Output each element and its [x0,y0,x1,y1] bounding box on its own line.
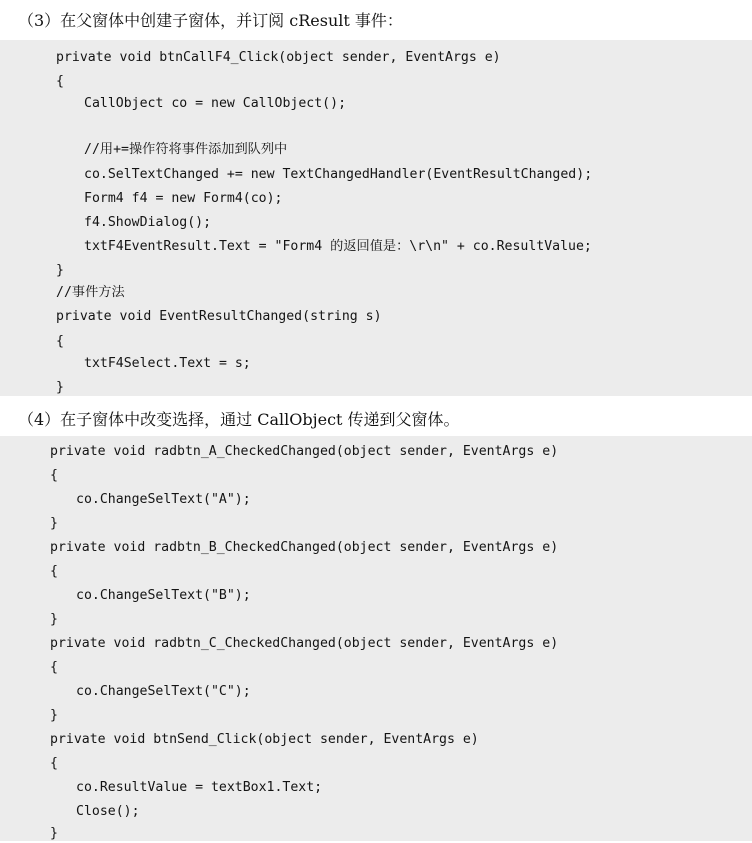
code-line: co.SelTextChanged += new TextChangedHandler(EventResultChanged); [84,167,593,182]
code-line: //事件方法 [56,285,125,300]
code-line: { [50,756,58,771]
code-line: { [50,468,58,483]
code-line: } [50,708,58,723]
code-line: private void EventResultChanged(string s) [56,309,382,324]
code-line: } [50,516,58,531]
section-4-heading: （4）在子窗体中改变选择，通过 CallObject 传递到父窗体。 [18,410,460,429]
code-line: Form4 f4 = new Form4(co); [84,191,283,206]
code-line: f4.ShowDialog(); [84,215,212,230]
code-line: } [50,612,58,627]
code-line: { [50,564,58,579]
code-line: txtF4Select.Text = s; [84,356,251,371]
code-line: private void btnCallF4_Click(object sender, EventArgs e) [56,50,501,65]
code-line: private void radbtn_A_CheckedChanged(object sender, EventArgs e) [50,444,559,459]
code-line: { [56,74,64,89]
code-line: } [56,380,64,395]
code-line: txtF4EventResult.Text = "Form4 的返回值是：\r\n" + co.ResultValue; [84,239,592,254]
code-line: co.ChangeSelText("B"); [76,588,251,603]
section-3-heading: （3）在父窗体中创建子窗体，并订阅 cResult 事件： [18,11,403,30]
code-line: private void btnSend_Click(object sender, EventArgs e) [50,732,479,747]
code-line: co.ChangeSelText("C"); [76,684,251,699]
code-line: } [56,263,64,278]
code-line: co.ResultValue = textBox1.Text; [76,780,323,795]
code-line: private void radbtn_B_CheckedChanged(object sender, EventArgs e) [50,540,559,555]
code-line: { [50,660,58,675]
section-3-code-block [0,40,752,396]
code-line: Close(); [76,804,140,819]
code-line: //用+=操作符将事件添加到队列中 [84,142,288,157]
code-line: private void radbtn_C_CheckedChanged(object sender, EventArgs e) [50,636,559,651]
code-line: co.ChangeSelText("A"); [76,492,251,507]
code-line: } [50,826,58,841]
section-4-code-block [0,436,752,841]
code-line: { [56,334,64,349]
code-line: CallObject co = new CallObject(); [84,96,347,111]
